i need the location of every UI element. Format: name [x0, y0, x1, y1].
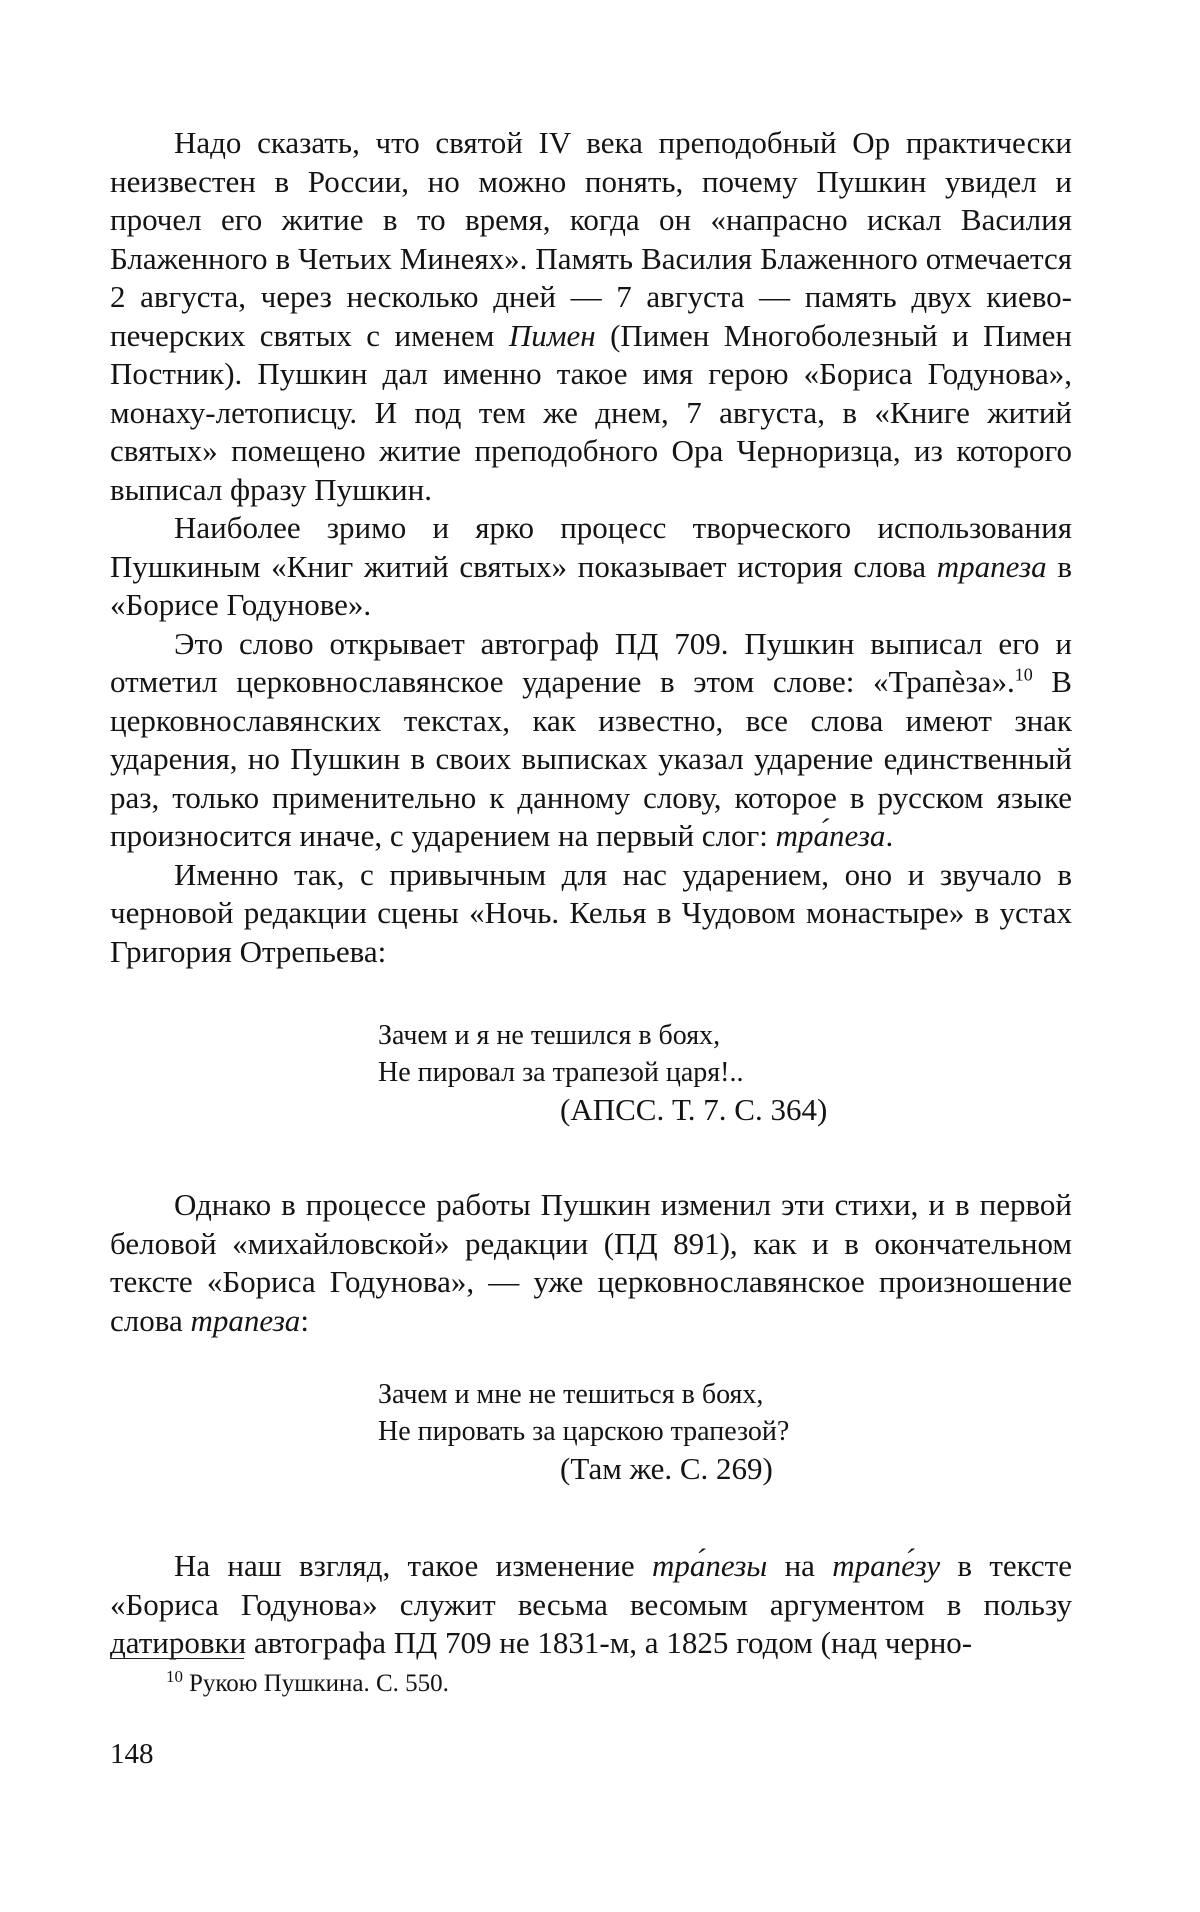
- page-number: 148: [110, 1738, 154, 1770]
- footnote-reference: 10: [1014, 664, 1033, 685]
- footnote: [166, 1668, 449, 1700]
- paragraph-4: Именно так, с привычным для нас ударением, оно и звучало в черновой редакции сцены «Ночь. Келья в Чудовом монастыре» в устах Григория Отрепьева:: [110, 856, 1072, 969]
- paragraph-5-text: Однако в процессе работы Пушкин изменил эти стихи, и в первой беловой «михайловской» редакции (ПД 891), как и в окончательном тексте «Бориса Годунова», — уже церковнославянское произношение слова: [110, 1187, 1072, 1338]
- verse-quote-1: [378, 1017, 1072, 1128]
- paragraph-3-text: Это слово открывает автограф ПД 709. Пушкин выписал его и отметил церковнославянское ударение в этом слове: «Трапѐза».: [110, 625, 1072, 699]
- footnote-number: 10: [166, 1666, 183, 1686]
- paragraph-3-text-end: В церковнославянских текстах, как известно, все слова имеют знак ударения, но Пушкин в своих выписках указал ударение единственный раз, только применительно к данному слову, которое в русском языке произносится иначе, с ударением на первый слог:: [110, 664, 1072, 853]
- verse-quote-2: [378, 1376, 1072, 1487]
- paragraph-6-text-mid: на: [767, 1548, 833, 1583]
- paragraph-2-text: Наиболее зримо и ярко процесс творческого использования Пушкиным «Книг житий святых» показывает история слова: [110, 510, 1072, 584]
- verse-1-line-1: Зачем и я не тешился в боях,: [378, 1020, 721, 1051]
- footnote-text: Рукою Пушкина. С. 550.: [189, 1670, 449, 1697]
- paragraph-3-italic: тра́пеза: [775, 818, 886, 853]
- paragraph-6: [110, 1547, 1072, 1663]
- page-body: [110, 124, 1072, 1663]
- verse-2-citation: (Там же. С. 269): [560, 1451, 773, 1486]
- paragraph-2-italic: трапеза: [936, 548, 1047, 584]
- paragraph-6-italic-2: трапе́зу: [832, 1548, 941, 1583]
- paragraph-1-text: Надо сказать, что святой IV века преподобный Ор практически неизвестен в России, но можно понять, почему Пушкин увидел и прочел его житие в то время, когда он «напрасно искал Василия Блаженного в Четьих Минеях». Память Василия Блаженного отмечается 2 августа, через несколько дней — 7 августа — память двух киево-печерских святых с именем: [110, 125, 1072, 353]
- paragraph-2: [110, 509, 1072, 625]
- verse-1-citation: (АПСС. Т. 7. С. 364): [560, 1092, 828, 1127]
- paragraph-1: [110, 124, 1072, 509]
- paragraph-6-text: На наш взгляд, такое изменение: [174, 1548, 652, 1583]
- paragraph-6-italic-1: тра́пезы: [651, 1548, 768, 1583]
- paragraph-5-text-end: :: [300, 1302, 309, 1338]
- paragraph-1-text-end: (Пимен Многоболезный и Пимен Постник). Пушкин дал именно такое имя герою «Бориса Годунова», монаху-летописцу. И под тем же днем, 7 августа, в «Книге житий святых» помещено житие преподобного Ора Черноризца, из которого выписал фразу Пушкин.: [110, 317, 1072, 507]
- paragraph-2-text-end: в «Борисе Годунове».: [110, 548, 1072, 622]
- paragraph-1-italic: Пимен: [508, 317, 596, 353]
- paragraph-3: [110, 625, 1072, 856]
- paragraph-3-tail: .: [885, 818, 894, 853]
- footnote-divider: [110, 1658, 244, 1659]
- verse-2-line-2: Не пировать за царскою трапезой?: [378, 1416, 790, 1447]
- paragraph-5: [110, 1186, 1072, 1340]
- verse-1-line-2: Не пировал за трапезой царя!..: [378, 1057, 744, 1088]
- paragraph-6-text-end: в тексте «Бориса Годунова» служит весьма весомым аргументом в пользу датировки автографа ПД 709 не 1831-м, а 1825 годом (над черно-: [110, 1548, 1072, 1660]
- verse-2-line-1: Зачем и мне не тешиться в боях,: [378, 1379, 764, 1410]
- paragraph-5-italic: трапеза: [190, 1302, 301, 1338]
